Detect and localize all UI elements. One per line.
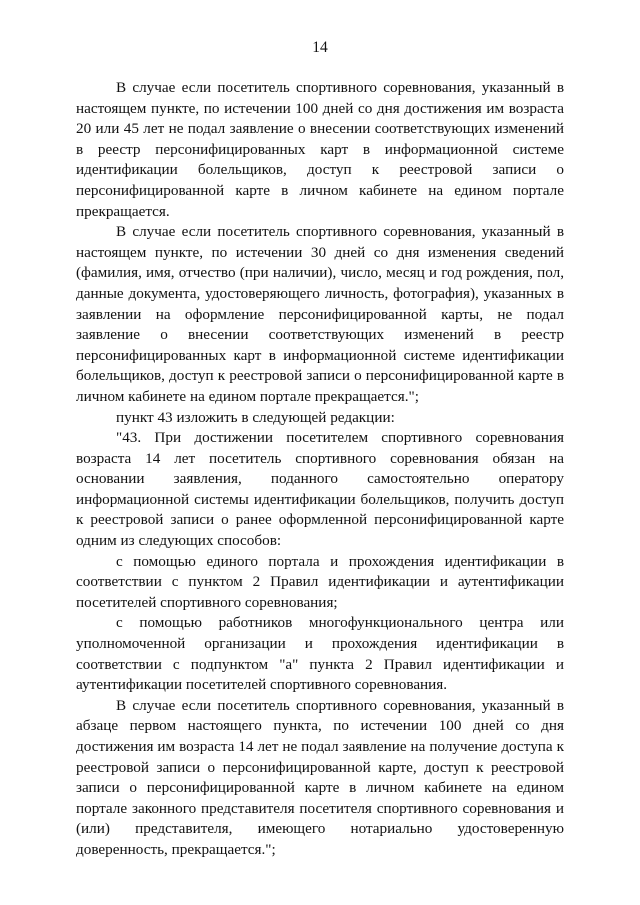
paragraph-method-portal: с помощью единого портала и прохождения идентификации в соответствии с пунктом 2 Правил идентификации и аутентификации посетителей спортивного соревнования;: [76, 552, 564, 611]
page-number: 14: [312, 39, 328, 56]
document-body: [76, 78, 564, 861]
paragraph-item-43-intro: пункт 43 изложить в следующей редакции:: [116, 408, 395, 426]
paragraph-item-43: "43. При достижении посетителем спортивного соревнования возраста 14 лет посетитель спортивного соревнования обязан на основании заявления, поданного самостоятельно оператору информационной системы идентификации болельщиков, получить доступ к реестровой записи о ранее оформленной персонифицированной карте одним из следующих способов:: [76, 429, 564, 550]
paragraph-age-14: В случае если посетитель спортивного соревнования, указанный в абзаце первом настоящего пункта, по истечении 100 дней со дня достижения им возраста 14 лет не подал заявление на получение доступа к реестровой записи о персонифицированной карте, доступ к реестровой записи о персонифицированной карте в личном кабинете на едином портале законного представителя посетителя спортивного соревнования и (или) представителя, имеющего нотариально удостоверенную доверенность, прекращается.";: [76, 696, 564, 858]
paragraph-data-change: В случае если посетитель спортивного соревнования, указанный в настоящем пункте, по истечении 30 дней со дня изменения сведений (фамилия, имя, отчество (при наличии), число, месяц и год рождения, пол, данные документа, удостоверяющего личность, фотография), указанных в заявлении на оформление персонифицированной карты, не подал заявление о внесении соответствующих изменений в реестр персонифицированных карт в информационной системе идентификации болельщиков, доступ к реестровой записи о персонифицированной карте в личном кабинете на едином портале прекращается.";: [76, 223, 564, 405]
paragraph-age-20-45: В случае если посетитель спортивного соревнования, указанный в настоящем пункте, по истечении 100 дней со дня достижения им возраста 20 или 45 лет не подал заявление о внесении соответствующих изменений в реестр персонифицированных карт в информационной системе идентификации болельщиков, доступ к реестровой записи о персонифицированной карте в личном кабинете на едином портале прекращается.: [76, 79, 564, 220]
paragraph-method-mfc: с помощью работников многофункционального центра или уполномоченной организации и прохождения идентификации в соответствии с подпунктом "а" пункта 2 Правил идентификации и аутентификации посетителей спортивного соревнования.: [76, 614, 564, 694]
